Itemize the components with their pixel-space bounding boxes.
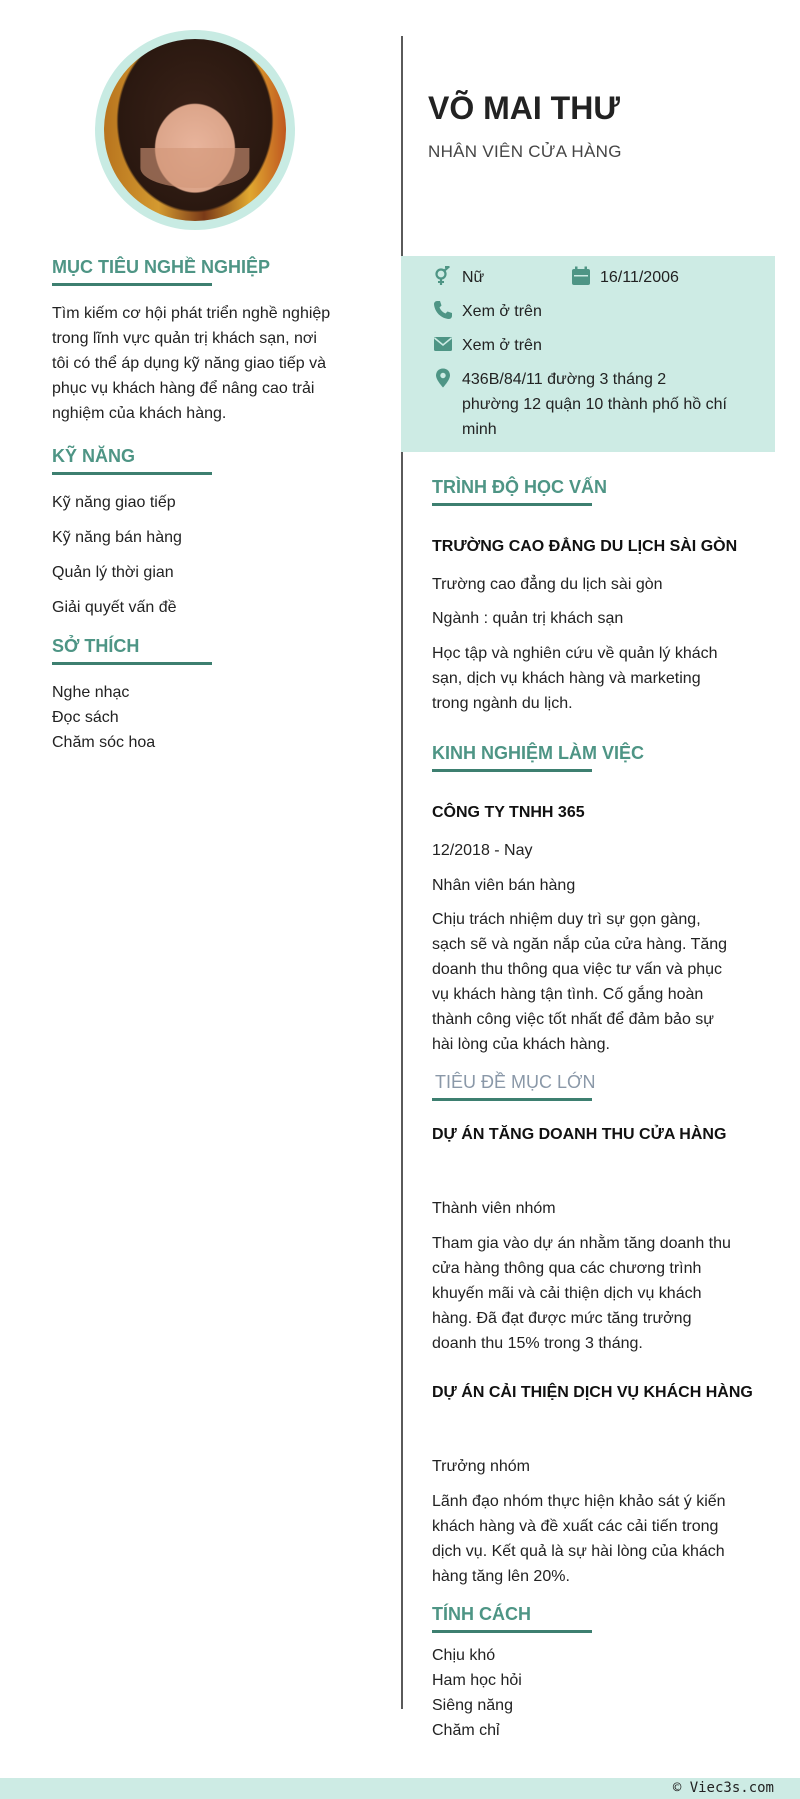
hobbies-section <box>52 636 352 663</box>
address-value: 436B/84/11 đường 3 tháng 2 phường 12 quận 10 thành phố hồ chí minh <box>462 371 727 438</box>
skill-item: Quản lý thời gian <box>52 564 174 581</box>
personality-list <box>432 1643 757 1743</box>
project-name: DỰ ÁN TĂNG DOANH THU CỬA HÀNG <box>432 1126 727 1143</box>
experience-role: Nhân viên bán hàng <box>432 877 576 894</box>
personality-item: Chăm chỉ <box>432 1722 500 1739</box>
birthday-value: 16/11/2006 <box>600 269 679 286</box>
skills-section <box>52 446 352 473</box>
hobby-item: Đọc sách <box>52 709 119 726</box>
contact-panel <box>401 256 775 452</box>
project-role: Thành viên nhóm <box>432 1200 556 1217</box>
hobbies-title: SỞ THÍCH <box>52 636 352 663</box>
skill-item: Giải quyết vấn đề <box>52 599 177 616</box>
objective-title: MỤC TIÊU NGHỀ NGHIỆP <box>52 257 352 284</box>
education-section <box>432 477 757 504</box>
projects-section <box>432 1072 757 1099</box>
experience-description: Chịu trách nhiệm duy trì sự gọn gàng, sạch sẽ và ngăn nắp của cửa hàng. Tăng doanh thu thông qua việc tư vấn và phục vụ khách hàng tận tình. Cố gắng hoàn thành công việc tốt nhất để đảm bảo sự hài lòng của khách hàng. <box>432 911 728 1053</box>
phone-value: Xem ở trên <box>462 303 542 320</box>
objective-section <box>52 257 352 284</box>
projects-title: TIÊU ĐỀ MỤC LỚN <box>432 1072 757 1099</box>
project-role: Trưởng nhóm <box>432 1458 530 1475</box>
skills-list <box>52 490 352 630</box>
hobby-item: Chăm sóc hoa <box>52 734 156 751</box>
education-school: Trường cao đẳng du lịch sài gòn <box>432 576 663 593</box>
experience-title: KINH NGHIỆM LÀM VIỆC <box>432 743 757 770</box>
email-value: Xem ở trên <box>462 337 542 354</box>
skills-title: KỸ NĂNG <box>52 446 352 473</box>
full-name: VÕ MAI THƯ <box>428 90 620 126</box>
objective-text: Tìm kiếm cơ hội phát triển nghề nghiệp trong lĩnh vực quản trị khách sạn, nơi tôi có thể áp dụng kỹ năng giao tiếp và phục vụ khách hàng để nâng cao trải nghiệm của khách hàng. <box>52 305 331 422</box>
personality-section <box>432 1604 757 1631</box>
email-icon <box>433 334 453 354</box>
education-title: TRÌNH ĐỘ HỌC VẤN <box>432 477 757 504</box>
gender-icon <box>433 266 453 286</box>
skill-item: Kỹ năng giao tiếp <box>52 494 176 511</box>
personality-item: Ham học hỏi <box>432 1672 522 1689</box>
education-description: Học tập và nghiên cứu về quản lý khách sạn, dịch vụ khách hàng và marketing trong ngành du lịch. <box>432 645 718 712</box>
project-description: Lãnh đạo nhóm thực hiện khảo sát ý kiến khách hàng và đề xuất các cải tiến trong dịch vụ. Kết quả là sự hài lòng của khách hàng tăng lên 20%. <box>432 1493 726 1585</box>
phone-icon <box>433 300 453 320</box>
gender-value: Nữ <box>462 269 485 286</box>
experience-company: CÔNG TY TNHH 365 <box>432 804 585 821</box>
skill-item: Kỹ năng bán hàng <box>52 529 182 546</box>
personality-item: Chịu khó <box>432 1647 496 1664</box>
job-title: NHÂN VIÊN CỬA HÀNG <box>428 142 622 161</box>
hobby-item: Nghe nhạc <box>52 684 130 701</box>
project-name: DỰ ÁN CẢI THIỆN DỊCH VỤ KHÁCH HÀNG <box>432 1384 753 1401</box>
personality-item: Siêng năng <box>432 1697 513 1714</box>
experience-period: 12/2018 - Nay <box>432 842 533 859</box>
location-icon <box>433 368 453 388</box>
project-description: Tham gia vào dự án nhằm tăng doanh thu cửa hàng thông qua các chương trình khuyến mãi và cải thiện dịch vụ khách hàng. Đã đạt được mức tăng trưởng doanh thu 15% trong 3 tháng. <box>432 1235 731 1352</box>
hobbies-list <box>52 680 352 755</box>
watermark[interactable]: © Viec3s.com <box>672 1780 774 1796</box>
avatar <box>104 39 286 221</box>
experience-section <box>432 743 757 770</box>
footer-bar <box>0 1778 800 1799</box>
education-major: Ngành : quản trị khách sạn <box>432 610 624 627</box>
calendar-icon <box>571 266 591 286</box>
education-school-heading: TRƯỜNG CAO ĐẲNG DU LỊCH SÀI GÒN <box>432 538 738 555</box>
personality-title: TÍNH CÁCH <box>432 1604 757 1631</box>
